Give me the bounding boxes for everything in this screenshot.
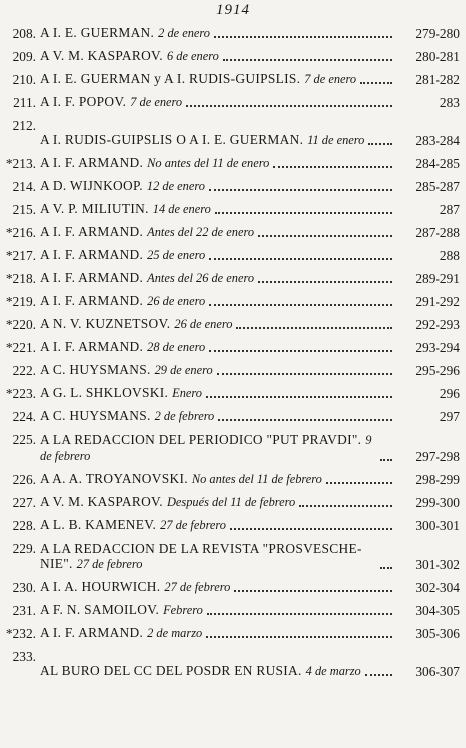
leader-dots (209, 303, 392, 306)
toc-entry (0, 248, 466, 263)
entry-date: 7 de enero (304, 72, 357, 86)
entry-pages: 306-307 (415, 664, 460, 679)
entry-pages: 283-284 (415, 133, 460, 148)
entry-pages: 295-296 (415, 363, 460, 378)
entry-pages: 288 (439, 248, 460, 263)
leader-dots (258, 280, 392, 283)
leader-dots (218, 418, 392, 421)
entry-pages: 292-293 (415, 317, 460, 332)
entry-title: A V. M. KASPAROV. (40, 494, 163, 509)
entry-date: Antes del 26 de enero (147, 271, 255, 285)
toc-entry (0, 409, 466, 424)
entry-date: 27 de febrero (160, 518, 226, 532)
leader-dots (209, 188, 392, 191)
toc-entry (0, 156, 466, 171)
entry-title: A L. B. KAMENEV. (40, 517, 157, 532)
entry-date: No antes del 11 de febrero (191, 472, 322, 486)
entry-date: 26 de enero (174, 317, 233, 331)
toc-entry (0, 541, 466, 572)
entry-pages: 305-306 (415, 626, 460, 641)
entry-pages: 280-281 (415, 49, 460, 64)
leader-dots (214, 35, 392, 38)
toc-entry (0, 317, 466, 332)
toc-entry (0, 225, 466, 240)
toc-entry (0, 472, 466, 487)
toc-entry (0, 518, 466, 533)
entry-pages: 301-302 (415, 557, 460, 572)
entry-number: 227. (12, 495, 36, 510)
entry-number: 215. (12, 202, 36, 217)
entry-number: *219. (5, 294, 36, 309)
entry-number: 228. (12, 518, 36, 533)
entry-date: 12 de enero (146, 179, 205, 193)
entry-title: A I. A. HOURWICH. (40, 579, 161, 594)
entry-title: A I. F. ARMAND. (40, 247, 144, 262)
entry-pages: 297-298 (415, 449, 460, 464)
entry-pages: 281-282 (415, 72, 460, 87)
entry-title: A I. RUDIS-GUIPSLIS O A I. E. GUERMAN. (40, 132, 304, 147)
entry-date: 7 de enero (130, 95, 183, 109)
entry-title: A I. F. ARMAND. (40, 625, 144, 640)
entry-pages: 300-301 (415, 518, 460, 533)
entry-number: 209. (12, 49, 36, 64)
leader-dots (299, 504, 392, 507)
entry-date: Febrero (163, 603, 203, 617)
leader-dots (186, 104, 392, 107)
entry-date: No antes del 11 de enero (147, 156, 270, 170)
entry-title: A C. HUYSMANS. (40, 408, 151, 423)
leader-dots (258, 234, 392, 237)
entry-title: A I. F. ARMAND. (40, 339, 144, 354)
toc-entry (0, 118, 466, 148)
entry-pages: 298-299 (415, 472, 460, 487)
entry-date: 26 de enero (147, 294, 206, 308)
entry-number: 231. (12, 603, 36, 618)
leader-dots (273, 165, 392, 168)
page-header-year: 1914 (216, 2, 250, 18)
toc-entry (0, 271, 466, 286)
entry-number: 212. (12, 118, 36, 133)
entry-number: 224. (12, 409, 36, 424)
entry-pages: 285-287 (415, 179, 460, 194)
entry-pages: 289-291 (415, 271, 460, 286)
toc-entry (0, 626, 466, 641)
toc-entry (0, 580, 466, 595)
entry-title: A I. F. ARMAND. (40, 224, 144, 239)
toc-entry (0, 49, 466, 64)
entry-number: *220. (5, 317, 36, 332)
entry-title: A I. F. ARMAND. (40, 270, 144, 285)
entry-number: *221. (5, 340, 36, 355)
toc-entry (0, 72, 466, 87)
toc-entry (0, 603, 466, 618)
leader-dots (380, 566, 392, 569)
table-of-contents (0, 24, 466, 679)
toc-entry (0, 26, 466, 41)
toc-entry (0, 202, 466, 217)
toc-entry (0, 179, 466, 194)
toc-entry (0, 495, 466, 510)
leader-dots (209, 257, 392, 260)
entry-title: A F. N. SAMOILOV. (40, 602, 160, 617)
leader-dots (368, 142, 392, 145)
entry-date: 2 de febrero (154, 409, 215, 423)
entry-title: A V. M. KASPAROV. (40, 48, 163, 63)
entry-date: 6 de enero (166, 49, 219, 63)
leader-dots (215, 211, 392, 214)
entry-pages: 279-280 (415, 26, 460, 41)
entry-pages: 297 (439, 409, 460, 424)
entry-title: A I. E. GUERMAN. (40, 25, 155, 40)
leader-dots (209, 349, 392, 352)
entry-title: A A. A. TROYANOVSKI. (40, 471, 188, 486)
entry-pages: 291-292 (415, 294, 460, 309)
entry-date: 29 de enero (154, 363, 213, 377)
leader-dots (217, 372, 392, 375)
entry-pages: 287 (439, 202, 460, 217)
entry-title: A I. F. ARMAND. (40, 155, 144, 170)
entry-title: A C. HUYSMANS. (40, 362, 151, 377)
entry-number: *232. (5, 626, 36, 641)
entry-pages: 304-305 (415, 603, 460, 618)
entry-title: A I. F. POPOV. (40, 94, 127, 109)
entry-number: 230. (12, 580, 36, 595)
entry-date: 27 de febrero (76, 557, 143, 571)
entry-date: 4 de marzo (305, 664, 361, 678)
entry-number: 229. (12, 541, 36, 556)
leader-dots (380, 458, 392, 461)
entry-pages: 293-294 (415, 340, 460, 355)
entry-title: A D. WIJNKOOP. (40, 178, 143, 193)
entry-title: A N. V. KUZNETSOV. (40, 316, 171, 331)
entry-title: A LA REDACCION DEL PERIODICO "PUT PRAVDI". (40, 432, 362, 447)
entry-title: A I. E. GUERMAN y A I. RUDIS-GUIPSLIS. (40, 71, 301, 86)
entry-number: 211. (13, 95, 36, 110)
leader-dots (230, 527, 392, 530)
entry-date: 2 de enero (158, 26, 210, 40)
toc-entry (0, 432, 466, 464)
entry-pages: 287-288 (415, 225, 460, 240)
entry-number: 210. (12, 72, 36, 87)
entry-pages: 284-285 (415, 156, 460, 171)
leader-dots (236, 326, 392, 329)
entry-date: 28 de enero (147, 340, 206, 354)
entry-number: 214. (12, 179, 36, 194)
entry-date: 25 de enero (147, 248, 206, 262)
entry-number: 233. (12, 649, 36, 664)
entry-title: A G. L. SHKLOVSKI. (40, 385, 169, 400)
entry-date: Antes del 22 de enero (147, 225, 255, 239)
leader-dots (207, 612, 392, 615)
entry-pages: 296 (439, 386, 460, 401)
leader-dots (360, 81, 392, 84)
entry-date: 27 de febrero (164, 580, 231, 594)
entry-pages: 283 (439, 95, 460, 110)
entry-number: 226. (12, 472, 36, 487)
entry-pages: 299-300 (415, 495, 460, 510)
entry-date: 2 de marzo (147, 626, 203, 640)
leader-dots (206, 635, 392, 638)
entry-number: 222. (12, 363, 36, 378)
toc-entry (0, 95, 466, 110)
entry-title: A V. P. MILIUTIN. (40, 201, 149, 216)
entry-title: A LA REDACCION DE LA REVISTA "PROSVESCHE-NIE". (40, 541, 362, 571)
entry-number: *213. (5, 156, 36, 171)
toc-entry (0, 340, 466, 355)
toc-entry (0, 649, 466, 679)
leader-dots (223, 58, 392, 61)
entry-number: *217. (5, 248, 36, 263)
leader-dots (365, 673, 392, 676)
entry-number: 225. (12, 432, 36, 447)
entry-date: 11 de enero (307, 133, 365, 147)
entry-number: *223. (5, 386, 36, 401)
toc-entry (0, 386, 466, 401)
entry-pages: 302-304 (415, 580, 460, 595)
entry-number: *216. (5, 225, 36, 240)
entry-number: *218. (5, 271, 36, 286)
leader-dots (206, 395, 392, 398)
entry-number: 208. (12, 26, 36, 41)
entry-date: Enero (172, 386, 202, 400)
entry-date: Después del 11 de febrero (166, 495, 296, 509)
entry-title: A I. F. ARMAND. (40, 293, 144, 308)
leader-dots (326, 481, 392, 484)
entry-date: 9 de febrero (40, 433, 372, 463)
entry-date: 14 de enero (152, 202, 211, 216)
entry-title: AL BURO DEL CC DEL POSDR EN RUSIA. (40, 663, 302, 678)
toc-entry (0, 294, 466, 309)
leader-dots (234, 589, 392, 592)
toc-entry (0, 363, 466, 378)
